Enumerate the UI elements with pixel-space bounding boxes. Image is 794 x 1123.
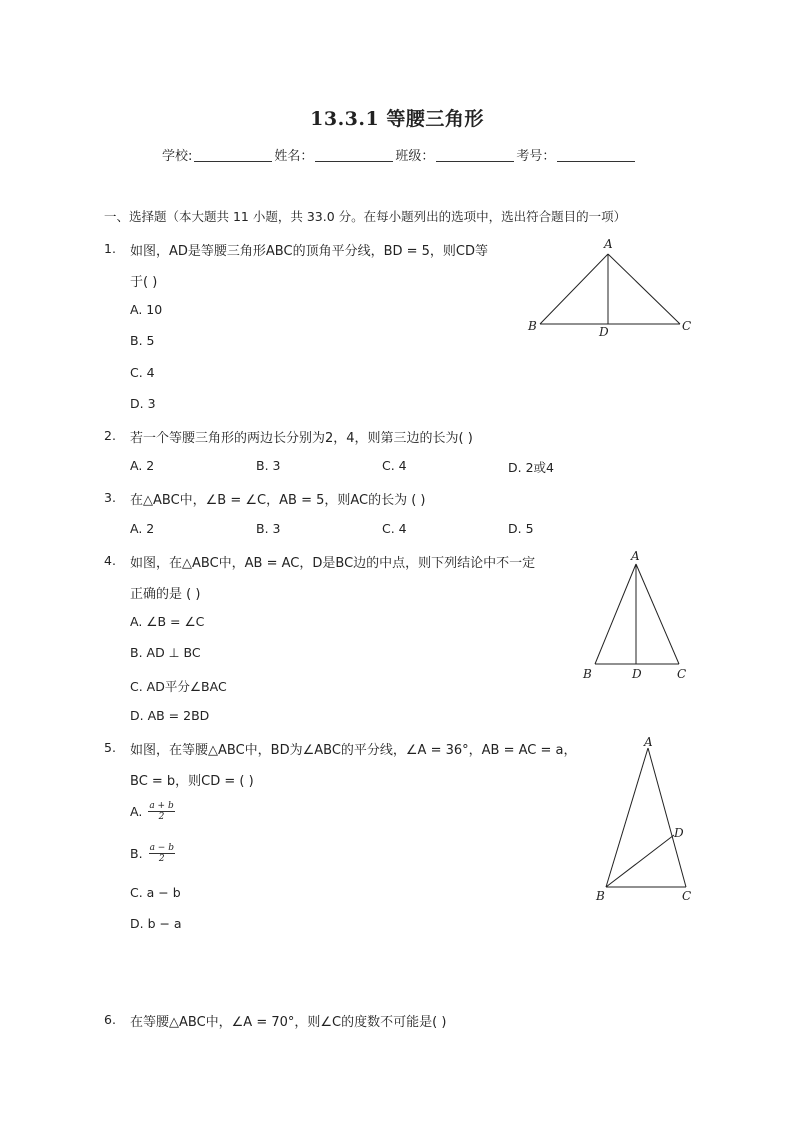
label-d: D (599, 325, 609, 339)
fraction (149, 843, 175, 864)
question-stem: 如图，在等腰△ABC中，BD为∠ABC的平分线，∠A = 36°，AB = AC = a， (130, 743, 577, 758)
label-a: A (604, 237, 613, 251)
option-d: D. 3 (130, 396, 156, 411)
question-number: 1. (104, 241, 116, 256)
label-c: C (682, 889, 692, 903)
question-number: 3. (104, 490, 116, 505)
label-b: B (583, 667, 592, 681)
option-a: A. 2 (130, 521, 155, 536)
figure-triangle-q5 (590, 734, 700, 906)
option-c: C. 4 (130, 365, 155, 380)
question-number: 6. (104, 1012, 116, 1027)
class-blank (436, 147, 514, 162)
option-letter: A. (130, 804, 143, 819)
question-stem: 如图，AD是等腰三角形ABC的顶角平分线，BD = 5，则CD等 (130, 244, 489, 259)
option-d: D. AB = 2BD (130, 708, 210, 723)
label-c: C (682, 319, 692, 333)
option-b: B. 3 (256, 458, 281, 473)
label-a: A (644, 735, 653, 749)
option-a: A. 10 (130, 302, 163, 317)
question-number: 2. (104, 428, 116, 443)
option-a: A. 2 (130, 458, 155, 473)
option-d: D. 2或4 (508, 460, 554, 475)
label-b: B (528, 319, 537, 333)
label-d: D (674, 826, 684, 840)
option-d: D. 5 (508, 521, 534, 536)
student-info-line (162, 145, 637, 164)
question-stem-cont: BC = b，则CD = ( ) (130, 774, 254, 789)
exam-no-label: 考号： (516, 149, 556, 164)
figure-triangle-q1 (520, 232, 700, 342)
option-b: B. 3 (256, 521, 281, 536)
label-a: A (631, 549, 640, 563)
fraction (148, 801, 174, 822)
option-a (130, 801, 175, 822)
option-b (130, 843, 175, 864)
question-stem: 在等腰△ABC中，∠A = 70°，则∠C的度数不可能是( ) (130, 1015, 447, 1030)
numerator: a − b (149, 843, 174, 853)
option-c: C. AD平分∠BAC (130, 679, 227, 694)
question-stem-cont: 正确的是 ( ) (130, 587, 201, 602)
label-c: C (677, 667, 687, 681)
question-stem: 若一个等腰三角形的两边长分别为2，4，则第三边的长为( ) (130, 431, 473, 446)
question-stem: 在△ABC中，∠B = ∠C，AB = 5，则AC的长为 ( ) (130, 493, 426, 508)
label-d: D (632, 667, 642, 681)
option-c: C. a − b (130, 885, 181, 900)
section-heading: 一、选择题（本大题共 11 小题，共 33.0 分。在每小题列出的选项中，选出符合题目的一项） (104, 209, 627, 224)
school-label: 学校: (162, 149, 193, 164)
name-blank (315, 147, 393, 162)
option-c: C. 4 (382, 458, 407, 473)
page-title: 13.3.1 等腰三角形 (310, 108, 484, 130)
exam-no-blank (557, 147, 635, 162)
option-b: B. 5 (130, 333, 155, 348)
denominator: 2 (158, 854, 165, 864)
question-stem: 如图，在△ABC中，AB = AC，D是BC边的中点，则下列结论中不一定 (130, 556, 536, 571)
name-label: 姓名： (274, 149, 314, 164)
option-letter: B. (130, 846, 143, 861)
option-b: B. AD ⊥ BC (130, 645, 201, 660)
school-blank (194, 147, 272, 162)
figure-triangle-q4 (575, 548, 695, 686)
option-c: C. 4 (382, 521, 407, 536)
option-a: A. ∠B = ∠C (130, 614, 205, 629)
option-d: D. b − a (130, 916, 182, 931)
class-label: 班级： (395, 149, 435, 164)
label-b: B (596, 889, 605, 903)
denominator: 2 (158, 812, 165, 822)
numerator: a + b (149, 801, 174, 811)
question-stem-cont: 于( ) (130, 275, 158, 290)
question-number: 5. (104, 740, 116, 755)
question-number: 4. (104, 553, 116, 568)
